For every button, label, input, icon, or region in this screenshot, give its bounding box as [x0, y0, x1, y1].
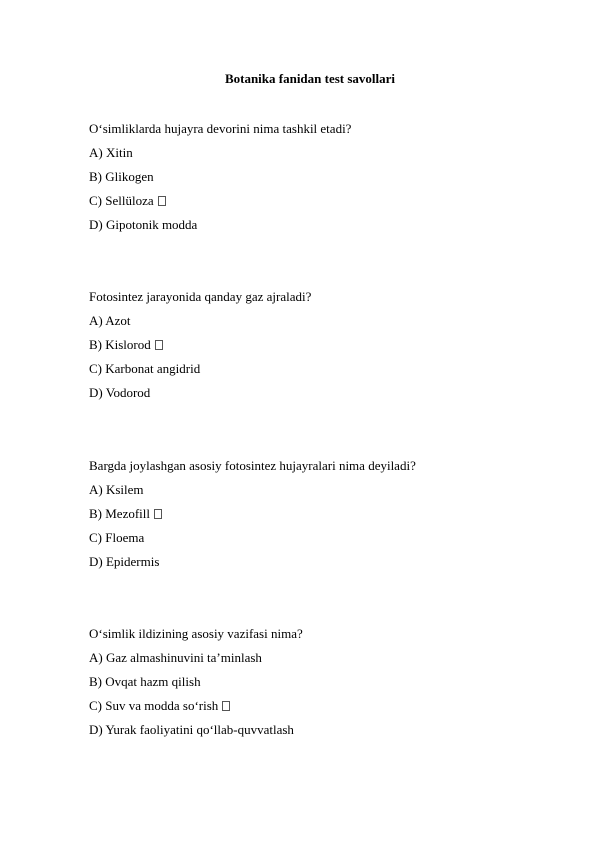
- option-label: A) Azot: [89, 313, 131, 328]
- option-label: B) Glikogen: [89, 169, 154, 184]
- question-block: [89, 458, 569, 578]
- answer-option: [89, 385, 569, 409]
- answer-option: [89, 650, 569, 674]
- option-label: B) Mezofill: [89, 506, 151, 521]
- answer-option: [89, 217, 569, 241]
- option-label: D) Epidermis: [89, 554, 160, 569]
- answer-option: [89, 193, 569, 217]
- answer-option: [89, 698, 569, 722]
- option-label: D) Gipotonik modda: [89, 217, 198, 232]
- option-label: D) Vodorod: [89, 385, 151, 400]
- question-text: Bargda joylashgan asosiy fotosintez hujayralari nima deyiladi?: [89, 458, 416, 473]
- answer-option: [89, 530, 569, 554]
- option-label: C) Sellüloza: [89, 193, 154, 208]
- answer-option: [89, 506, 569, 530]
- answer-option: [89, 169, 569, 193]
- correct-answer-marker-icon: [154, 509, 162, 519]
- answer-option: [89, 337, 569, 361]
- question-text: O‘simliklarda hujayra devorini nima tashkil etadi?: [89, 121, 352, 136]
- question-block: [89, 289, 569, 409]
- answer-option: [89, 674, 569, 698]
- correct-answer-marker-icon: [222, 701, 230, 711]
- option-label: A) Gaz almashinuvini ta’minlash: [89, 650, 262, 665]
- option-label: A) Xitin: [89, 145, 133, 160]
- question-text: O‘simlik ildizining asosiy vazifasi nima?: [89, 626, 303, 641]
- answer-option: [89, 554, 569, 578]
- question-text: Fotosintez jarayonida qanday gaz ajraladi?: [89, 289, 312, 304]
- correct-answer-marker-icon: [155, 340, 163, 350]
- option-label: C) Suv va modda so‘rish: [89, 698, 219, 713]
- option-label: B) Ovqat hazm qilish: [89, 674, 201, 689]
- answer-option: [89, 722, 569, 746]
- option-label: C) Floema: [89, 530, 145, 545]
- option-label: D) Yurak faoliyatini qo‘llab-quvvatlash: [89, 722, 294, 737]
- page-title: Botanika fanidan test savollari: [224, 71, 396, 86]
- answer-option: [89, 482, 569, 506]
- answer-option: [89, 361, 569, 385]
- option-label: B) Kislorod: [89, 337, 151, 352]
- question-block: [89, 626, 569, 746]
- answer-option: [89, 313, 569, 337]
- question-block: [89, 121, 569, 241]
- answer-option: [89, 145, 569, 169]
- option-label: A) Ksilem: [89, 482, 144, 497]
- option-label: C) Karbonat angidrid: [89, 361, 201, 376]
- correct-answer-marker-icon: [158, 196, 166, 206]
